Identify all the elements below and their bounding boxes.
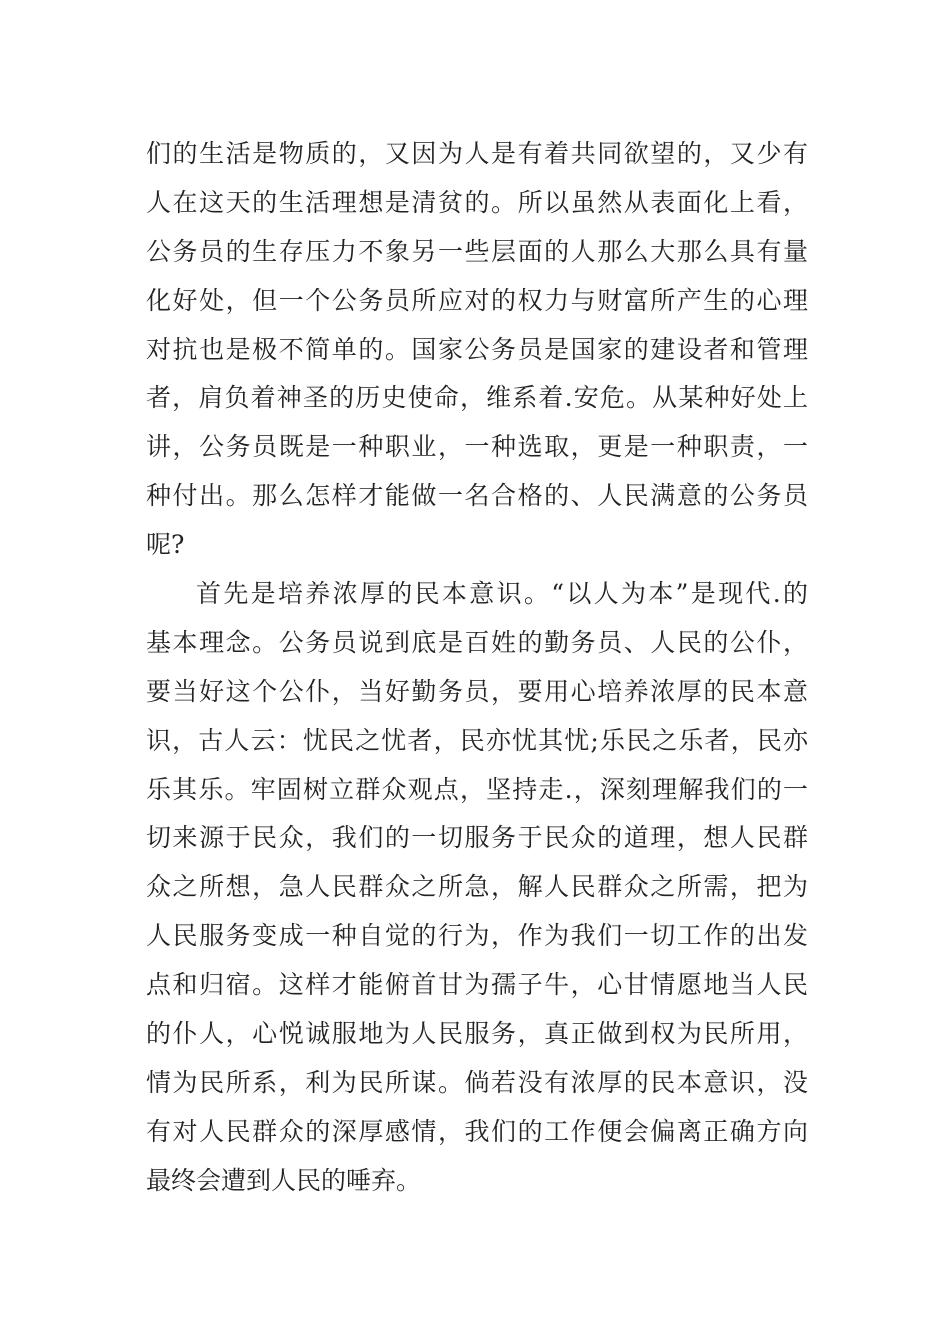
text-line: 们的生活是物质的，又因为人是有着共同欲望的，又少有 [146,139,808,168]
text-line: 最终会遭到人民的唾弃。 [146,1165,422,1195]
text-line: 情为民所系，利为民所谋。倘若没有浓厚的民本意识，没 [146,1067,808,1097]
text-line: 众之所想，急人民群众之所急，解人民群众之所需，把为 [146,872,808,902]
text-line: 化好处，但一个公务员所应对的权力与财富所产生的心理 [146,285,808,315]
text-line: 人民服务变成一种自觉的行为，作为我们一切工作的出发 [146,921,808,951]
text-line: 乐其乐。牢固树立群众观点，坚持走.，深刻理解我们的一 [146,774,808,804]
text-line: 切来源于民众，我们的一切服务于民众的道理，想人民群 [146,823,808,853]
text-line: 呢? [146,530,185,560]
document-body [146,130,808,1206]
text-line: 讲，公务员既是一种职业，一种选取，更是一种职责，一 [146,432,808,462]
text-line: 种付出。那么怎样才能做一名合格的、人民满意的公务员 [146,481,808,511]
text-line: 公务员的生存压力不象另一些层面的人那么大那么具有量 [146,236,808,266]
text-line: 的仆人，心悦诚服地为人民服务，真正做到权为民所用， [146,1019,808,1049]
text-line: 基本理念。公务员说到底是百姓的勤务员、人民的公仆， [146,627,808,657]
text-line: 识，古人云：忧民之忧者，民亦忧其忧;乐民之乐者，民亦 [146,725,808,755]
text-line: 对抗也是极不简单的。国家公务员是国家的建设者和管理 [146,334,808,364]
text-line: 人在这天的生活理想是清贫的。所以虽然从表面化上看， [146,187,808,217]
paragraph-2 [146,570,808,1206]
text-line: 有对人民群众的深厚感情，我们的工作便会偏离正确方向 [146,1116,808,1146]
paragraph-1 [146,130,808,570]
text-line: 者，肩负着神圣的历史使命，维系着.安危。从某种好处上 [146,383,808,413]
text-line: 点和归宿。这样才能俯首甘为孺子牛，心甘情愿地当人民 [146,970,808,1000]
text-line: 首先是培养浓厚的民本意识。“以人为本”是现代.的 [196,579,808,609]
text-line: 要当好这个公仆，当好勤务员，要用心培养浓厚的民本意 [146,676,808,706]
